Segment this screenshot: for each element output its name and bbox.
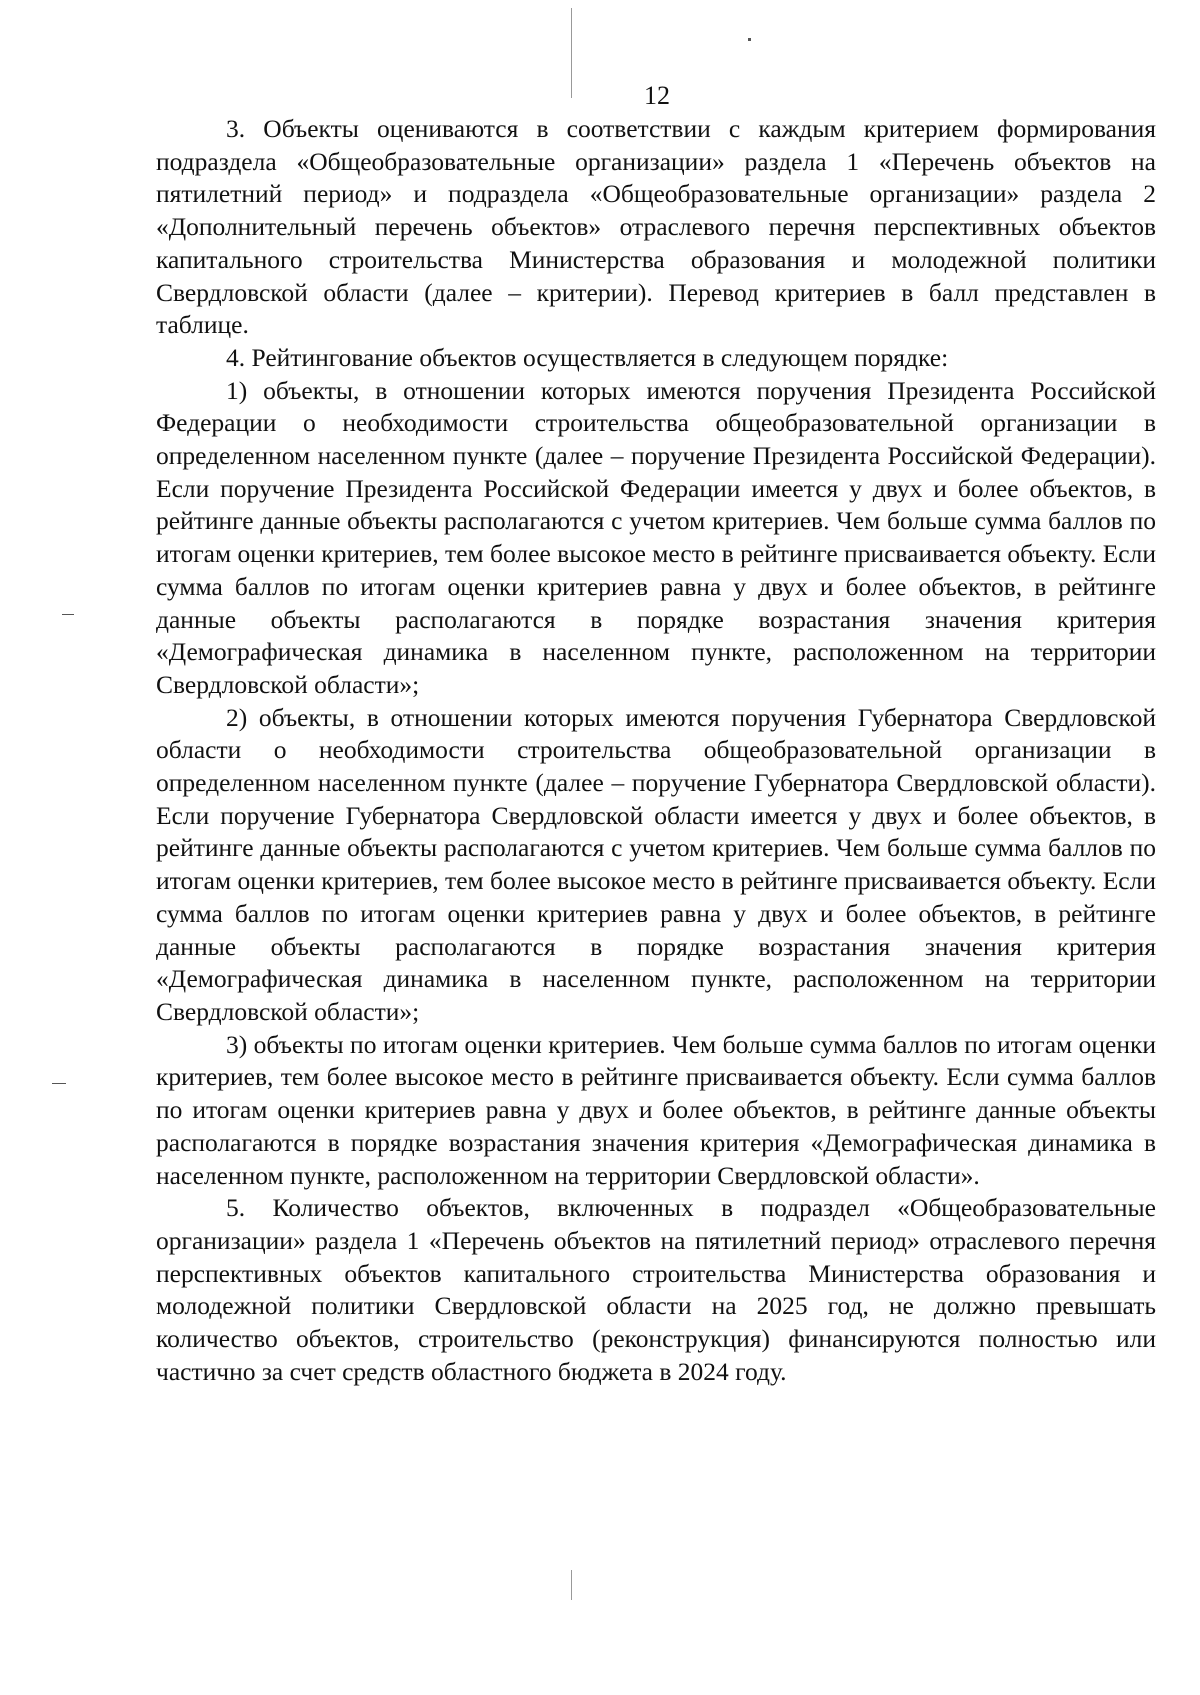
list-item-1-president: 1) объекты, в отношении которых имеются поручения Президента Российской Федерации о необходимости строительства общеобразовательной организации в определенном населенном пункте (далее – поручение Президента Российской Федерации). Если поручение Президента Российской Федерации имеется у двух и более объектов, в рейтинге данные объекты располагаются с учетом критериев. Чем больше сумма баллов по итогам оценки критериев, тем более высокое место в рейтинге присваивается объекту. Если сумма баллов по итогам оценки критериев равна у двух и более объектов, в рейтинге данные объекты располагаются в порядке возрастания значения критерия «Демографическая динамика в населенном пункте, расположенном на территории Свердловской области»; bbox=[156, 375, 1156, 699]
paragraph-5-object-count: 5. Количество объектов, включенных в подраздел «Общеобразовательные организации» раздела 1 «Перечень объектов на пятилетний период» отраслевого перечня перспективных объектов капитального строительства Министерства образования и молодежной политики Свердловской области на 2025 год, не должно превышать количество объектов, строительство (реконструкция) финансируются полностью или частично за счет средств областного бюджета в 2024 году. bbox=[156, 1193, 1156, 1386]
paragraph-4-rating-order: 4. Рейтингование объектов осуществляется в следующем порядке: bbox=[226, 342, 949, 372]
page-number: 12 bbox=[644, 81, 670, 110]
document-body bbox=[156, 113, 1156, 1388]
scan-margin-mark bbox=[52, 1083, 66, 1084]
list-item-3-criteria-score: 3) объекты по итогам оценки критериев. Чем больше сумма баллов по итогам оценки критериев, тем более высокое место в рейтинге присваивается объекту. Если сумма баллов по итогам оценки критериев равна у двух и более объектов, в рейтинге данные объекты располагаются в порядке возрастания значения критерия «Демографическая динамика в населенном пункте, расположенном на территории Свердловской области». bbox=[156, 1029, 1156, 1190]
scan-fold-line-bottom bbox=[571, 1570, 572, 1600]
scan-dot bbox=[748, 38, 751, 41]
paragraph-3-criteria: 3. Объекты оцениваются в соответствии с каждым критерием формирования подраздела «Общеобразовательные организации» раздела 1 «Перечень объектов на пятилетний период» и подраздела «Общеобразовательные организации» раздела 2 «Дополнительный перечень объектов» отраслевого перечня перспективных объектов капитального строительства Министерства образования и молодежной политики Свердловской области (далее – критерии). Перевод критериев в балл представлен в таблице. bbox=[156, 114, 1156, 340]
list-item-2-governor: 2) объекты, в отношении которых имеются поручения Губернатора Свердловской области о необходимости строительства общеобразовательной организации в определенном населенном пункте (далее – поручение Губернатора Свердловской области). Если поручение Губернатора Свердловской области имеется у двух и более объектов, в рейтинге данные объекты располагаются с учетом критериев. Чем больше сумма баллов по итогам оценки критериев, тем более высокое место в рейтинге присваивается объекту. Если сумма баллов по итогам оценки критериев равна у двух и более объектов, в рейтинге данные объекты располагаются в порядке возрастания значения критерия «Демографическая динамика в населенном пункте, расположенном на территории Свердловской области»; bbox=[156, 702, 1156, 1026]
scan-margin-mark bbox=[62, 614, 74, 615]
